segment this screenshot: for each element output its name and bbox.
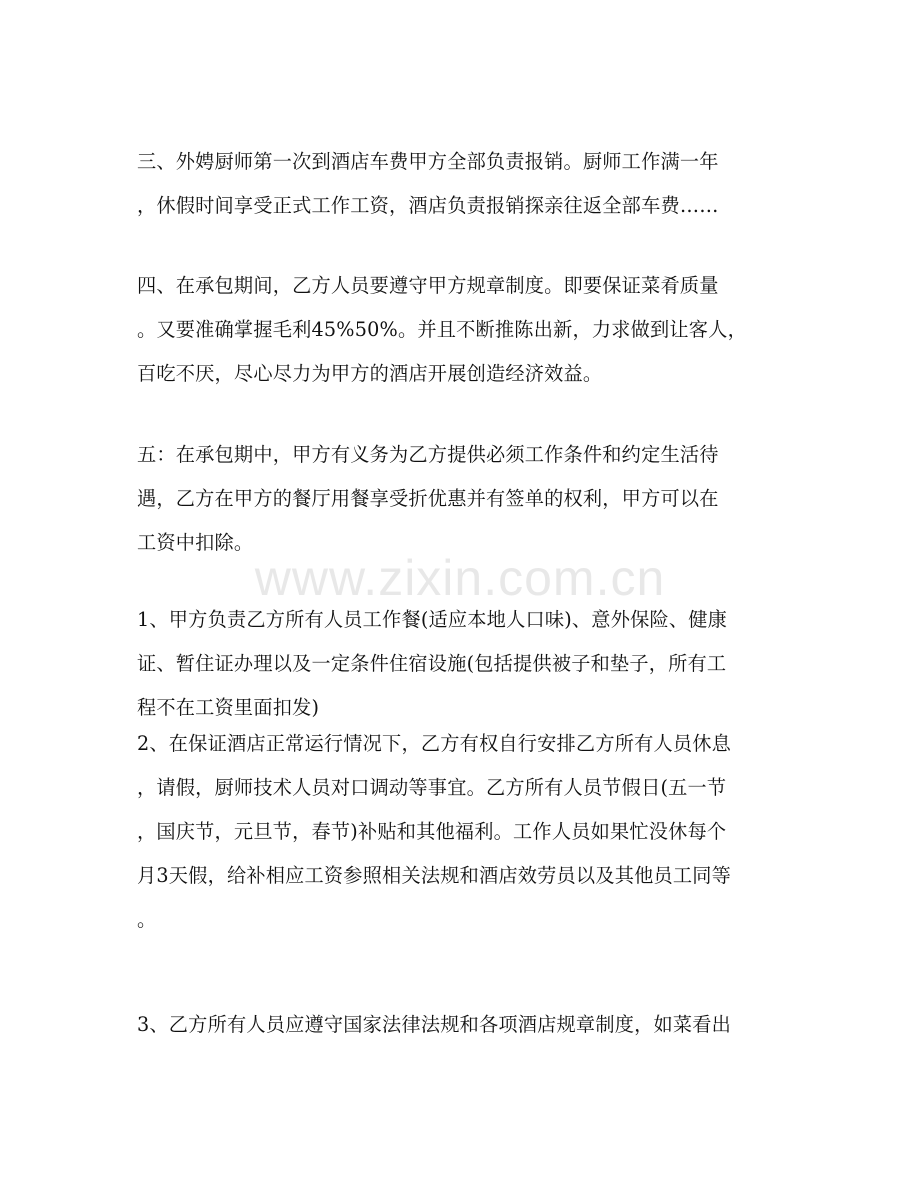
text-line: 五：在承包期中，甲方有义务为乙方提供必须工作条件和约定生活待 (137, 443, 719, 466)
text-line: 。 (137, 908, 157, 931)
item-3-compliance (137, 1003, 787, 1047)
text-line: 工资中扣除。 (137, 531, 254, 554)
text-line: 三、外娉厨师第一次到酒店车费甲方全部负责报销。厨师工作满一年 (137, 150, 719, 173)
item-1-meals-insurance (137, 598, 787, 730)
text-line: 。又要准确掌握毛利45%50%。并且不断推陈出新，力求做到让客人， (137, 318, 747, 341)
text-line: 2、在保证酒店正常运行情况下，乙方有权自行安排乙方所有人员休息 (137, 732, 732, 755)
paragraph-4-contract-period (137, 264, 787, 396)
paragraph-5-party-a-obligations (137, 433, 787, 565)
paragraph-3-travel-expenses (137, 140, 787, 228)
text-line: 百吃不厌，尽心尽力为甲方的酒店开展创造经济效益。 (137, 362, 603, 385)
text-line: 1、甲方负责乙方所有人员工作餐(适应本地人口味)、意外保险、健康 (137, 608, 728, 631)
text-line: 3、乙方所有人员应遵守国家法律法规和各项酒店规章制度，如菜看出 (137, 1013, 732, 1036)
text-line: 四、在承包期间，乙方人员要遵守甲方规章制度。即要保证菜肴质量 (137, 274, 719, 297)
text-line: 证、暂住证办理以及一定条件住宿设施(包括提供被子和垫子，所有工 (137, 652, 727, 675)
text-line: 程不在工资里面扣发) (137, 696, 320, 719)
text-line: 月3天假，给补相应工资参照相关法规和酒店效劳员以及其他员工同等 (137, 864, 732, 887)
item-2-staff-leave (137, 722, 787, 942)
text-line: ，请假，厨师技术人员对口调动等事宜。乙方所有人员节假日(五一节 (137, 776, 727, 799)
text-line: ，休假时间享受正式工作工资，酒店负责报销探亲往返全部车费…… (137, 194, 719, 217)
text-line: ，国庆节，元旦节，春节)补贴和其他福利。工作人员如果忙没休每个 (137, 820, 727, 843)
text-line: 遇，乙方在甲方的餐厅用餐享受折优惠并有签单的权利，甲方可以在 (137, 487, 719, 510)
watermark: www.zixin.com.cn (254, 550, 666, 606)
